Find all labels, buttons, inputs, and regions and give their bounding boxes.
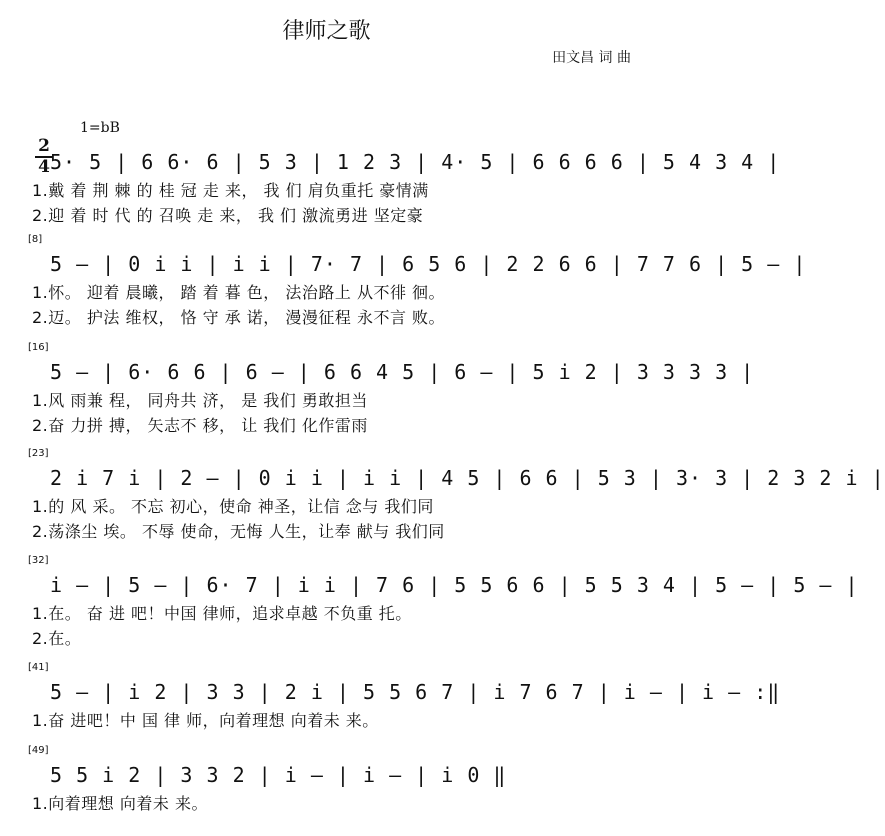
measure-number: [16]: [28, 342, 49, 353]
measure-number: [32]: [28, 555, 49, 566]
lyric-line: 1.在。 奋 进 吧！中国 律师，追求卓越 不负重 托。: [32, 604, 412, 623]
lyric-line: 1.怀。 迎着 晨曦， 踏 着 暮 色， 法治路上 从不徘 徊。: [32, 283, 446, 302]
notation-line: 2 i 7 i | 2 – | 0 i i | i i | 4 5 | 6 6 | 5 3 | 3· 3 | 2 3 2 i |: [50, 466, 885, 490]
notation-line: 5 – | i 2 | 3 3 | 2 i | 5 5 6 7 | i 7 6 7 | i – | i – :‖: [50, 680, 781, 704]
measure-number: [41]: [28, 662, 49, 673]
notation-line: 5· 5 | 6 6· 6 | 5 3 | 1 2 3 | 4· 5 | 6 6 6 6 | 5 4 3 4 |: [50, 150, 781, 174]
page-title: 律师之歌: [282, 19, 371, 44]
lyric-line: 1.戴 着 荆 棘 的 桂 冠 走 来， 我 们 肩负重托 豪情满: [32, 181, 429, 200]
lyric-line: 1.向着理想 向着未 来。: [32, 794, 208, 813]
credit-line: 田文昌 词 曲: [552, 50, 631, 66]
lyric-line: 2.荡涤尘 埃。 不辱 使命，无悔 人生，让奉 献与 我们同: [32, 522, 445, 541]
notation-line: 5 – | 6· 6 6 | 6 – | 6 6 4 5 | 6 – | 5 i 2 | 3 3 3 3 |: [50, 360, 755, 384]
lyric-line: 2.在。: [32, 629, 82, 648]
lyric-line: 1.奋 进吧！中 国 律 师，向着理想 向着未 来。: [32, 711, 379, 730]
notation-line: 5 – | 0 i i | i i | 7· 7 | 6 5 6 | 2 2 6 6 | 7 7 6 | 5 – |: [50, 252, 807, 276]
key-signature: 1=bB: [80, 120, 120, 136]
notation-line: i – | 5 – | 6· 7 | i i | 7 6 | 5 5 6 6 | 5 5 3 4 | 5 – | 5 – |: [50, 573, 859, 597]
measure-number: [8]: [28, 234, 43, 245]
lyric-line: 1.的 风 采。 不忘 初心，使命 神圣，让信 念与 我们同: [32, 497, 434, 516]
notation-line: 5 5 i 2 | 3 3 2 | i – | i – | i 0 ‖: [50, 763, 507, 787]
lyric-line: 2.迎 着 时 代 的 召唤 走 来， 我 们 激流勇进 坚定豪: [32, 206, 424, 225]
lyric-line: 2.迈。 护法 维权， 恪 守 承 诺， 漫漫征程 永不言 败。: [32, 308, 446, 327]
time-signature-top: 2: [38, 136, 50, 156]
measure-number: [23]: [28, 448, 49, 459]
lyric-line: 1.风 雨兼 程， 同舟共 济， 是 我们 勇敢担当: [32, 391, 368, 410]
time-signature-bottom: 4: [38, 157, 50, 177]
measure-number: [49]: [28, 745, 49, 756]
lyric-line: 2.奋 力拼 搏， 矢志不 移， 让 我们 化作雷雨: [32, 416, 368, 435]
